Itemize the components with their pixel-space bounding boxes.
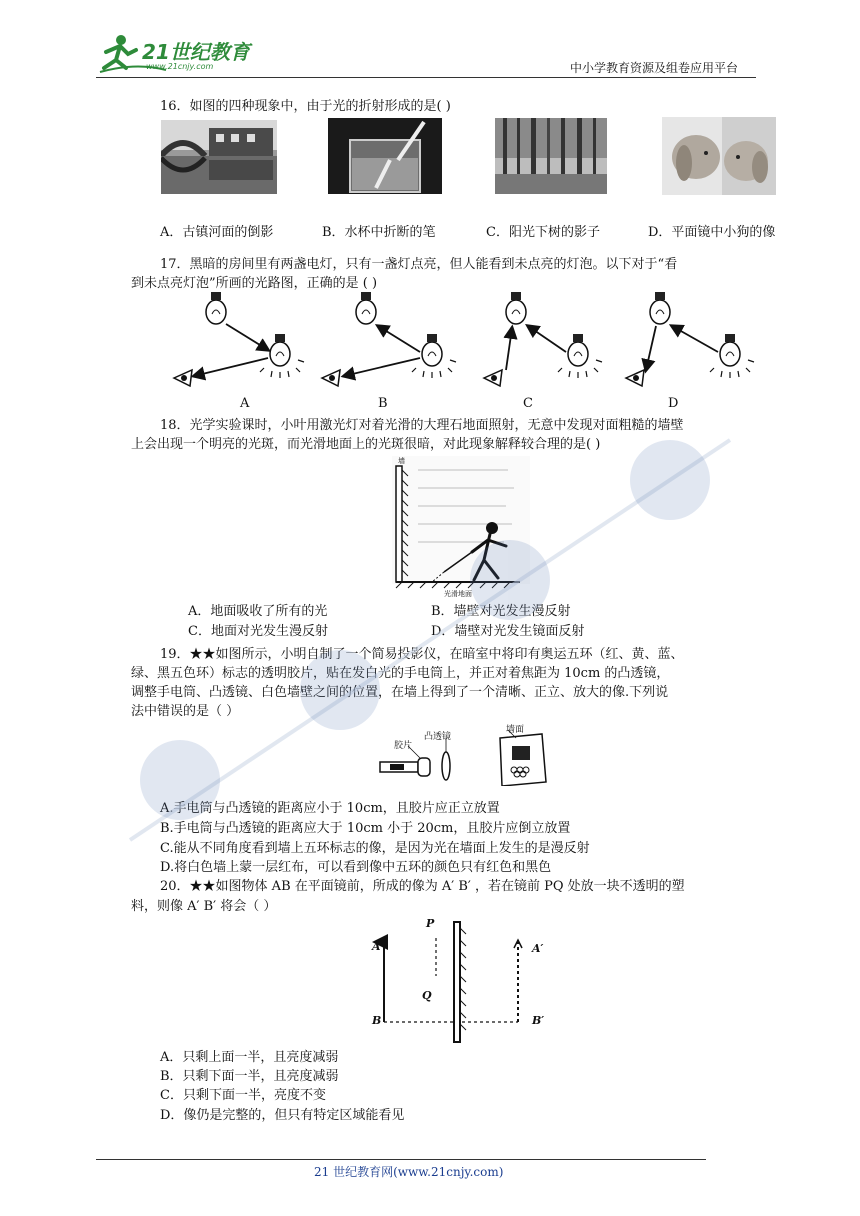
q19-stem-line2: 绿、黑五色环）标志的透明胶片，贴在发白光的手电筒上，并正对着焦距为 10cm 的凸透镜， bbox=[131, 666, 670, 681]
q19-label-lens: 凸透镜 bbox=[424, 732, 452, 742]
q16-option-a: A．古镇河面的倒影 bbox=[160, 225, 274, 240]
q20-label-a: A bbox=[372, 940, 381, 953]
q19-option-a: A.手电筒与凸透镜的距离应小于 10cm，且胶片应正立放置 bbox=[160, 801, 500, 816]
q18-option-b: B．墙壁对光发生漫反射 bbox=[431, 604, 571, 619]
diagram-d bbox=[626, 292, 754, 386]
footer-site[interactable]: 21 世纪教育网(www.21cnjy.com) bbox=[314, 1165, 504, 1179]
q18-wall-floor-figure bbox=[388, 456, 534, 600]
q18-floor-label: 光滑地面 bbox=[444, 590, 472, 598]
q19-option-d: D.将白色墙上蒙一层红布，可以看到像中五环的颜色只有红色和黑色 bbox=[160, 860, 552, 875]
q20-stem-line1: 20．★★如图物体 AB 在平面镜前，所成的像为 A′ B′ ，若在镜前 PQ 处放一块不透明的塑 bbox=[160, 879, 685, 894]
q19-option-b: B.手电筒与凸透镜的距离应大于 10cm 小于 20cm，且胶片应倒立放置 bbox=[160, 821, 571, 836]
q19-label-film: 胶片 bbox=[394, 741, 413, 751]
q20-option-b: B．只剩下面一半，且亮度减弱 bbox=[160, 1069, 339, 1084]
q18-option-d: D．墙壁对光发生镜面反射 bbox=[431, 624, 585, 639]
q17-label-c: C bbox=[523, 396, 533, 411]
q20-option-d: D．像仍是完整的，但只有特定区域能看见 bbox=[160, 1108, 405, 1123]
q16-option-d: D．平面镜中小狗的像 bbox=[648, 225, 776, 240]
q19-stem-line4: 法中错误的是（ ） bbox=[131, 704, 240, 719]
header-divider bbox=[96, 77, 756, 78]
q16-option-b: B．水杯中折断的笔 bbox=[322, 225, 436, 240]
q19-label-wall: 墙面 bbox=[506, 725, 525, 735]
q19-option-c: C.能从不同角度看到墙上五环标志的像，是因为光在墙面上发生的是漫反射 bbox=[160, 841, 590, 856]
q20-label-a-prime: A′ bbox=[532, 942, 544, 955]
q20-option-a: A．只剩上面一半，且亮度减弱 bbox=[160, 1050, 339, 1065]
q20-stem-line2: 料，则像 A′ B′ 将会（ ） bbox=[131, 899, 277, 914]
q17-label-d: D bbox=[668, 396, 679, 411]
q16-option-c: C．阳光下树的影子 bbox=[486, 225, 600, 240]
logo-url: www.21cnjy.com bbox=[146, 62, 214, 71]
q19-stem-line3: 调整手电筒、凸透镜、白色墙壁之间的位置，在墙上得到了一个清晰、正立、放大的像.下列说 bbox=[131, 685, 669, 700]
q17-label-a: A bbox=[240, 396, 250, 411]
q17-label-b: B bbox=[378, 396, 388, 411]
diagram-c bbox=[484, 292, 602, 386]
q19-projector-figure bbox=[376, 724, 556, 786]
q18-option-a: A．地面吸收了所有的光 bbox=[188, 604, 328, 619]
q18-stem-line2: 上会出现一个明亮的光斑，而光滑地面上的光斑很暗，对此现象解释较合理的是( ) bbox=[131, 437, 601, 452]
header-logo bbox=[96, 32, 266, 76]
q17-light-path-diagrams bbox=[160, 290, 770, 410]
q16-stem: 16．如图的四种现象中，由于光的折射形成的是( ) bbox=[160, 99, 451, 114]
q20-label-b-prime: B′ bbox=[532, 1014, 545, 1027]
footer-divider bbox=[96, 1159, 706, 1160]
q20-label-p: P bbox=[426, 917, 435, 930]
photo-pencil-in-glass bbox=[328, 118, 442, 194]
q18-stem-line1: 18．光学实验课时，小叶用激光灯对着光滑的大理石地面照射，无意中发现对面粗糙的墙壁 bbox=[160, 418, 684, 433]
photo-dog-mirror bbox=[662, 117, 776, 195]
q17-stem-line1: 17．黑暗的房间里有两盏电灯，只有一盏灯点亮，但人能看到未点亮的灯泡。以下对于“看 bbox=[160, 257, 678, 272]
q20-option-c: C．只剩下面一半，亮度不变 bbox=[160, 1088, 326, 1103]
diagram-b bbox=[322, 292, 456, 386]
q18-option-c: C．地面对光发生漫反射 bbox=[188, 624, 328, 639]
q20-label-q: Q bbox=[422, 989, 432, 1002]
q17-stem-line2: 到未点亮灯泡”所画的光路图，正确的是 ( ) bbox=[131, 276, 378, 291]
logo-text: 21世纪教育 bbox=[142, 40, 250, 64]
q19-stem-line1: 19．★★如图所示，小明自制了一个简易投影仪，在暗室中将印有奥运五环（红、黄、蓝、 bbox=[160, 647, 684, 662]
photo-forest-shadows bbox=[495, 118, 607, 194]
q18-wall-label: 墙 bbox=[398, 457, 405, 465]
diagram-a bbox=[174, 292, 304, 386]
platform-title: 中小学教育资源及组卷应用平台 bbox=[570, 61, 739, 75]
photo-town-river bbox=[161, 120, 277, 194]
q20-label-b: B bbox=[372, 1014, 382, 1027]
